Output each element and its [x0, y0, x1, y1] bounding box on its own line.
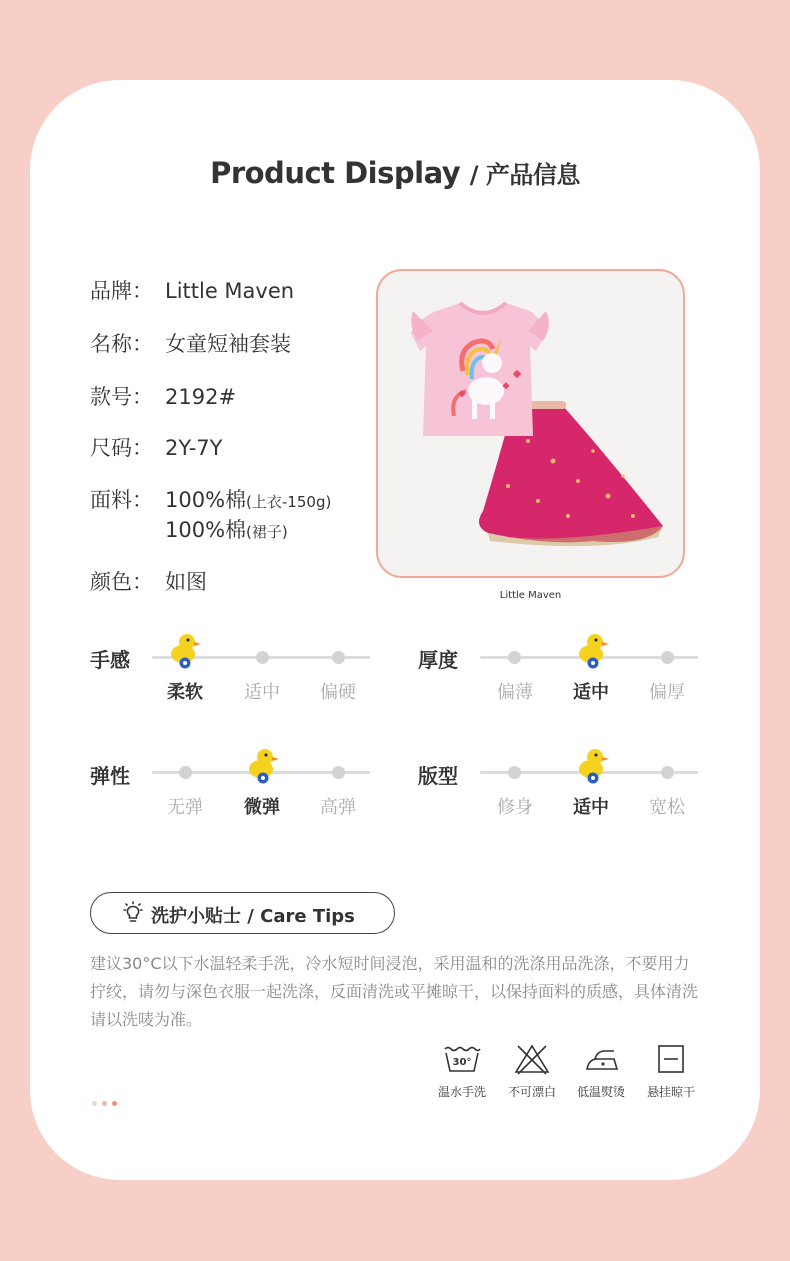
scale-label-hand-feel: 手感 — [90, 648, 130, 672]
scale-label-thickness: 厚度 — [418, 648, 458, 672]
care-tips-title: 洗护小贴士 / Care Tips — [151, 906, 355, 927]
scale-option: 适中 — [573, 682, 609, 703]
svg-text:30°: 30° — [452, 1057, 472, 1068]
care-label: 低温熨烫 — [576, 1085, 625, 1099]
scale-option: 微弹 — [244, 797, 280, 818]
care-tips-pill — [90, 892, 395, 934]
care-label: 不可漂白 — [507, 1085, 556, 1099]
scale-option: 偏厚 — [649, 682, 685, 703]
scale-dot — [256, 651, 269, 664]
spec-fabric: 面料： 100%棉(上衣-150g) — [90, 488, 332, 512]
scale-dot — [179, 766, 192, 779]
care-label: 悬挂晾干 — [646, 1085, 695, 1099]
scale-dot — [661, 766, 674, 779]
care-tips-text: 建议30°C以下水温轻柔手洗，冷水短时间浸泡，采用温和的洗涤用品洗涤，不要用力拧绞，请勿与深色衣服一起洗涤，反面清洗或平摊晾干，以保持面料的质感，具体清洗请以洗唛为准。 — [90, 954, 699, 1029]
page-title — [0, 155, 790, 190]
photo-caption: Little Maven — [499, 590, 562, 601]
care-label: 温水手洗 — [437, 1085, 486, 1099]
lightbulb-icon — [121, 901, 145, 925]
scale-option: 偏硬 — [320, 682, 356, 703]
care-item-hang-dry — [636, 1043, 706, 1100]
scale-option: 偏薄 — [497, 682, 533, 703]
product-illustration — [378, 271, 685, 578]
hang-dry-icon — [651, 1043, 691, 1075]
spec-brand: 品牌： Little Maven — [90, 279, 295, 303]
duck-marker-icon — [576, 632, 610, 670]
spec-color: 颜色： 如图 — [90, 570, 207, 594]
scale-dot — [332, 766, 345, 779]
scale-dot — [508, 651, 521, 664]
care-item-low-iron — [566, 1043, 636, 1100]
scale-dot — [661, 651, 674, 664]
spec-name: 名称： 女童短袖套装 — [90, 332, 291, 356]
page-title-cn: / 产品信息 — [469, 161, 580, 189]
page-dots — [92, 1091, 122, 1110]
spec-size: 尺码： 2Y-7Y — [90, 436, 223, 460]
product-photo — [376, 269, 685, 578]
scale-label-elasticity: 弹性 — [90, 764, 130, 788]
spec-fabric-line2: 100%棉(裙子) — [165, 518, 288, 542]
scale-option: 修身 — [497, 797, 533, 818]
scale-option: 适中 — [244, 682, 280, 703]
page-title-en: Product Display — [210, 156, 461, 190]
scale-option: 宽松 — [649, 797, 685, 818]
scale-option: 无弹 — [167, 797, 203, 818]
scale-option: 高弹 — [320, 797, 356, 818]
care-item-no-bleach — [497, 1043, 567, 1100]
scale-dot — [332, 651, 345, 664]
duck-marker-icon — [576, 747, 610, 785]
no-bleach-icon — [512, 1043, 552, 1075]
scale-option: 柔软 — [167, 682, 203, 703]
duck-marker-icon — [246, 747, 280, 785]
hand-wash-30-icon — [442, 1043, 482, 1075]
scale-option: 适中 — [573, 797, 609, 818]
scale-label-fit: 版型 — [418, 764, 458, 788]
spec-style-number: 款号： 2192# — [90, 385, 237, 409]
scale-dot — [508, 766, 521, 779]
duck-marker-icon — [168, 632, 202, 670]
low-iron-icon — [581, 1043, 621, 1075]
care-item-hand-wash — [427, 1043, 497, 1100]
